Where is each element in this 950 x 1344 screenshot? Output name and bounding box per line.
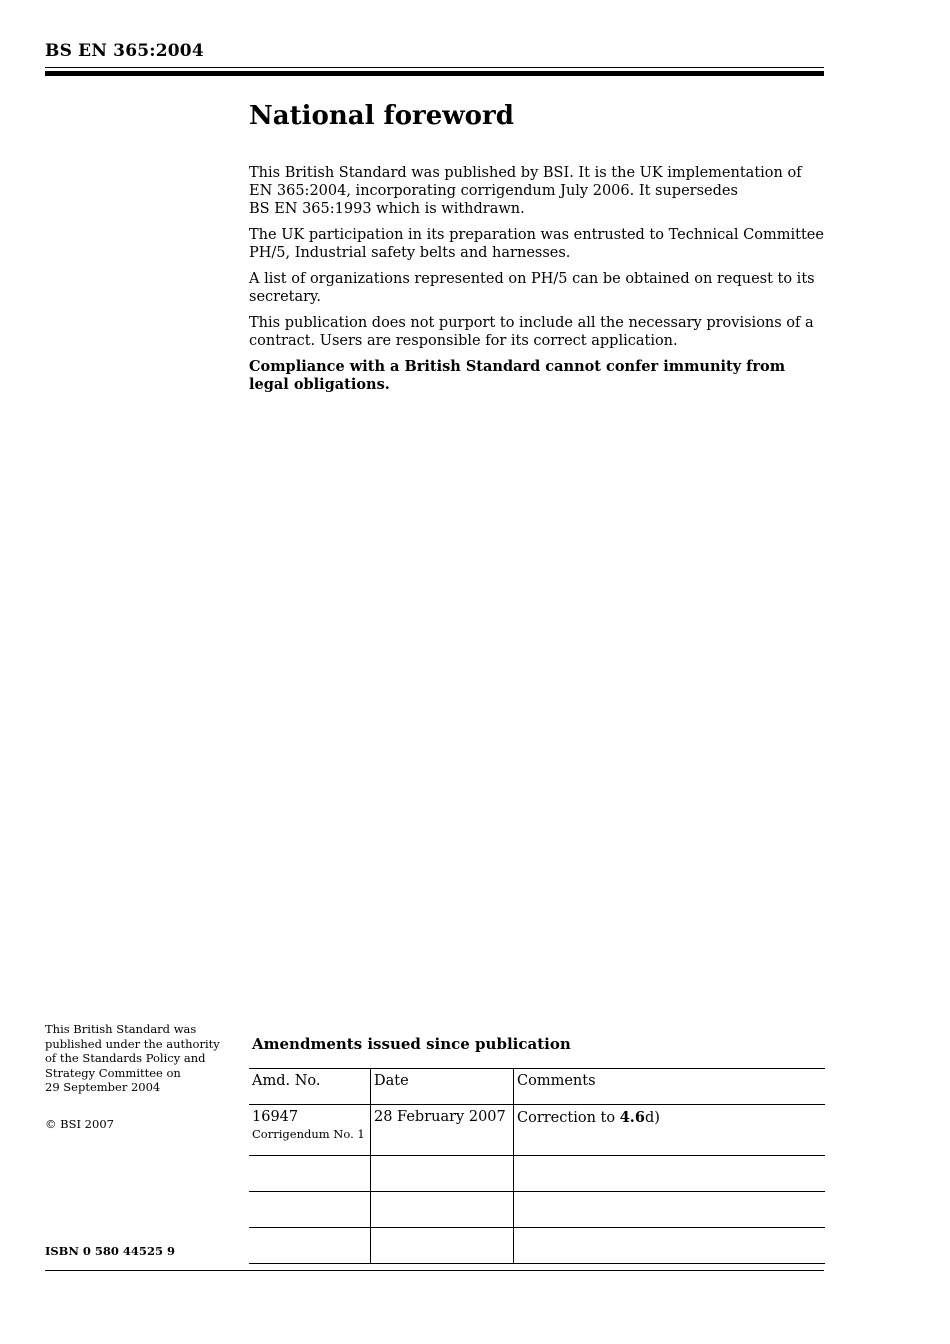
table-row	[249, 1105, 825, 1156]
empty-cell	[249, 1156, 371, 1192]
empty-cell	[371, 1228, 514, 1264]
foreword-paragraph-1-line-1: This British Standard was published by BSI. It is the UK implementation of	[249, 165, 802, 181]
authority-line-4: Strategy Committee on	[45, 1065, 181, 1080]
header-rule-thick	[45, 71, 824, 76]
header-rule-thin	[45, 67, 824, 68]
footer-rule	[45, 1270, 824, 1271]
table-row-empty	[249, 1228, 825, 1264]
empty-cell	[514, 1192, 826, 1228]
foreword-paragraph-5: Compliance with a British Standard cannot confer immunity from legal obligations.	[249, 358, 786, 393]
document-code: BS EN 365:2004	[45, 41, 204, 61]
date-cell: 28 February 2007	[371, 1105, 514, 1156]
empty-cell	[514, 1156, 826, 1192]
foreword-body	[249, 164, 824, 402]
foreword-paragraph-4: This publication does not purport to include all the necessary provisions of a contract. Users are responsible for its correct application.	[249, 315, 814, 349]
empty-cell	[249, 1192, 371, 1228]
comment-prefix: Correction to	[517, 1110, 620, 1126]
authority-line-1: This British Standard was	[45, 1022, 197, 1036]
amendments-header-row	[249, 1069, 825, 1105]
foreword-paragraph-1-line-2: EN 365:2004, incorporating corrigendum July 2006. It supersedes	[249, 183, 738, 199]
foreword-paragraph-3: A list of organizations represented on PH/5 can be obtained on request to its secretary.	[249, 271, 815, 305]
foreword-paragraph-1-line-3: BS EN 365:1993 which is withdrawn.	[249, 201, 525, 217]
amd-note: Corrigendum No. 1	[252, 1127, 365, 1141]
authority-line-2: published under the authority	[45, 1036, 220, 1051]
foreword-paragraph-2: The UK participation in its preparation was entrusted to Technical Committee PH/5, Industrial safety belts and harnesses.	[249, 227, 824, 261]
empty-cell	[371, 1156, 514, 1192]
column-header-amd-no: Amd. No.	[249, 1069, 371, 1105]
amendments-heading: Amendments issued since publication	[252, 1035, 571, 1053]
authority-note	[45, 1022, 235, 1095]
amd-number: 16947	[252, 1109, 299, 1125]
empty-cell	[249, 1228, 371, 1264]
authority-line-3: of the Standards Policy and	[45, 1051, 206, 1065]
amendments-table	[249, 1068, 825, 1264]
table-row-empty	[249, 1192, 825, 1228]
comments-cell	[514, 1105, 826, 1156]
empty-cell	[371, 1192, 514, 1228]
isbn-number: ISBN 0 580 44525 9	[45, 1244, 175, 1258]
foreword-paragraph-1	[249, 164, 824, 218]
copyright-notice: © BSI 2007	[45, 1117, 114, 1131]
amd-no-cell	[249, 1105, 371, 1156]
empty-cell	[514, 1228, 826, 1264]
page-title: National foreword	[249, 101, 514, 131]
comment-suffix: d)	[644, 1110, 660, 1126]
table-row-empty	[249, 1156, 825, 1192]
column-header-date: Date	[371, 1069, 514, 1105]
comment-clause-ref: 4.6	[619, 1109, 645, 1126]
authority-line-5: 29 September 2004	[45, 1080, 161, 1094]
column-header-comments: Comments	[514, 1069, 826, 1105]
